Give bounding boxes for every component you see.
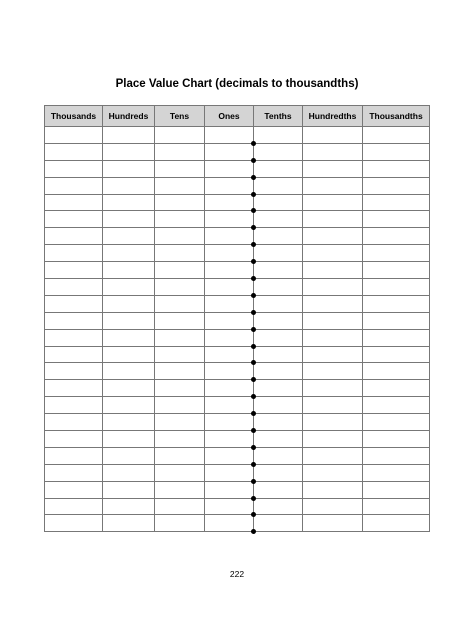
table-row <box>45 312 430 329</box>
blank-cell <box>363 295 430 312</box>
table-row <box>45 464 430 481</box>
blank-cell <box>363 397 430 414</box>
blank-cell <box>45 194 103 211</box>
blank-cell <box>205 498 254 515</box>
blank-cell <box>205 431 254 448</box>
blank-cell <box>303 380 363 397</box>
blank-cell <box>254 194 303 211</box>
decimal-point-dot <box>251 141 256 146</box>
blank-cell <box>303 295 363 312</box>
blank-cell <box>363 414 430 431</box>
decimal-point-dot <box>251 428 256 433</box>
decimal-point-dot <box>251 175 256 180</box>
blank-cell <box>45 380 103 397</box>
blank-cell <box>254 211 303 228</box>
blank-cell <box>254 346 303 363</box>
blank-cell <box>303 279 363 296</box>
table-row <box>45 397 430 414</box>
blank-cell <box>254 279 303 296</box>
blank-cell <box>45 262 103 279</box>
blank-cell <box>103 160 155 177</box>
column-header-tenths: Tenths <box>254 106 303 127</box>
blank-cell <box>155 160 205 177</box>
decimal-point-dot <box>251 344 256 349</box>
table-row <box>45 447 430 464</box>
blank-cell <box>155 447 205 464</box>
blank-cell <box>303 363 363 380</box>
decimal-point-dot <box>251 158 256 163</box>
blank-cell <box>155 177 205 194</box>
column-header-hundredths: Hundredths <box>303 106 363 127</box>
blank-cell <box>303 447 363 464</box>
table-row <box>45 414 430 431</box>
blank-cell <box>205 228 254 245</box>
table-row <box>45 211 430 228</box>
blank-cell <box>303 515 363 532</box>
blank-cell <box>363 329 430 346</box>
blank-cell <box>155 211 205 228</box>
blank-cell <box>303 481 363 498</box>
blank-cell <box>45 346 103 363</box>
blank-cell <box>45 329 103 346</box>
blank-cell <box>363 498 430 515</box>
blank-cell <box>363 464 430 481</box>
blank-cell <box>155 295 205 312</box>
blank-cell <box>254 127 303 144</box>
place-value-table <box>44 105 430 532</box>
blank-cell <box>103 228 155 245</box>
table-row <box>45 363 430 380</box>
decimal-point-dot <box>251 445 256 450</box>
blank-cell <box>103 363 155 380</box>
blank-cell <box>103 431 155 448</box>
blank-cell <box>363 245 430 262</box>
blank-cell <box>103 414 155 431</box>
blank-cell <box>205 447 254 464</box>
blank-cell <box>103 481 155 498</box>
blank-cell <box>205 160 254 177</box>
blank-cell <box>303 431 363 448</box>
decimal-point-dot <box>251 293 256 298</box>
blank-cell <box>45 312 103 329</box>
column-header-tens: Tens <box>155 106 205 127</box>
blank-cell <box>363 346 430 363</box>
table-row <box>45 431 430 448</box>
blank-cell <box>254 515 303 532</box>
table-row <box>45 346 430 363</box>
decimal-point-dot <box>251 462 256 467</box>
blank-cell <box>205 143 254 160</box>
blank-cell <box>205 245 254 262</box>
blank-cell <box>363 481 430 498</box>
blank-cell <box>155 245 205 262</box>
blank-cell <box>45 481 103 498</box>
blank-cell <box>254 329 303 346</box>
blank-cell <box>103 515 155 532</box>
blank-cell <box>205 177 254 194</box>
blank-cell <box>155 397 205 414</box>
blank-cell <box>303 143 363 160</box>
blank-cell <box>155 481 205 498</box>
blank-cell <box>45 160 103 177</box>
blank-cell <box>103 177 155 194</box>
column-header-thousands: Thousands <box>45 106 103 127</box>
blank-cell <box>205 262 254 279</box>
blank-cell <box>254 143 303 160</box>
blank-cell <box>205 464 254 481</box>
table-body <box>45 127 430 532</box>
blank-cell <box>155 312 205 329</box>
decimal-point-dot <box>251 276 256 281</box>
blank-cell <box>303 346 363 363</box>
blank-cell <box>205 515 254 532</box>
blank-cell <box>254 397 303 414</box>
table-row <box>45 245 430 262</box>
blank-cell <box>45 143 103 160</box>
blank-cell <box>363 447 430 464</box>
blank-cell <box>45 245 103 262</box>
blank-cell <box>45 177 103 194</box>
blank-cell <box>155 279 205 296</box>
blank-cell <box>45 414 103 431</box>
blank-cell <box>155 515 205 532</box>
blank-cell <box>205 329 254 346</box>
blank-cell <box>45 127 103 144</box>
blank-cell <box>303 414 363 431</box>
blank-cell <box>254 295 303 312</box>
decimal-point-dot <box>251 192 256 197</box>
blank-cell <box>254 414 303 431</box>
blank-cell <box>103 279 155 296</box>
blank-cell <box>303 177 363 194</box>
table-row <box>45 295 430 312</box>
blank-cell <box>103 346 155 363</box>
page-number: 222 <box>229 569 245 579</box>
blank-cell <box>45 447 103 464</box>
blank-cell <box>363 363 430 380</box>
blank-cell <box>363 143 430 160</box>
blank-cell <box>103 194 155 211</box>
blank-cell <box>155 262 205 279</box>
blank-cell <box>363 312 430 329</box>
table-row <box>45 143 430 160</box>
blank-cell <box>205 397 254 414</box>
blank-cell <box>254 160 303 177</box>
blank-cell <box>155 143 205 160</box>
blank-cell <box>155 431 205 448</box>
blank-cell <box>103 211 155 228</box>
blank-cell <box>205 346 254 363</box>
blank-cell <box>205 414 254 431</box>
blank-cell <box>205 363 254 380</box>
table-row <box>45 498 430 515</box>
table-row <box>45 194 430 211</box>
blank-cell <box>363 127 430 144</box>
blank-cell <box>155 346 205 363</box>
blank-cell <box>205 279 254 296</box>
column-header-ones: Ones <box>205 106 254 127</box>
blank-cell <box>254 431 303 448</box>
blank-cell <box>303 498 363 515</box>
blank-cell <box>155 464 205 481</box>
blank-cell <box>155 127 205 144</box>
column-header-hundreds: Hundreds <box>103 106 155 127</box>
blank-cell <box>45 279 103 296</box>
blank-cell <box>254 380 303 397</box>
blank-cell <box>254 177 303 194</box>
blank-cell <box>205 380 254 397</box>
blank-cell <box>155 228 205 245</box>
blank-cell <box>363 279 430 296</box>
blank-cell <box>103 127 155 144</box>
decimal-point-dot <box>251 496 256 501</box>
blank-cell <box>363 160 430 177</box>
table-row <box>45 481 430 498</box>
blank-cell <box>155 363 205 380</box>
blank-cell <box>363 177 430 194</box>
blank-cell <box>363 211 430 228</box>
blank-cell <box>103 295 155 312</box>
blank-cell <box>155 498 205 515</box>
decimal-point-dot <box>251 479 256 484</box>
blank-cell <box>363 194 430 211</box>
blank-cell <box>103 447 155 464</box>
blank-cell <box>303 160 363 177</box>
blank-cell <box>45 295 103 312</box>
blank-cell <box>205 481 254 498</box>
table-row <box>45 279 430 296</box>
blank-cell <box>155 380 205 397</box>
blank-cell <box>103 464 155 481</box>
blank-cell <box>363 431 430 448</box>
blank-cell <box>303 397 363 414</box>
blank-cell <box>254 498 303 515</box>
table-row <box>45 515 430 532</box>
column-header-thousandths: Thousandths <box>363 106 430 127</box>
blank-cell <box>303 228 363 245</box>
blank-cell <box>254 447 303 464</box>
blank-cell <box>103 329 155 346</box>
blank-cell <box>205 295 254 312</box>
table-row <box>45 329 430 346</box>
blank-cell <box>254 262 303 279</box>
blank-cell <box>45 498 103 515</box>
blank-cell <box>45 228 103 245</box>
decimal-point-dot <box>251 310 256 315</box>
header-row <box>45 106 430 127</box>
blank-cell <box>303 127 363 144</box>
blank-cell <box>254 312 303 329</box>
blank-cell <box>363 262 430 279</box>
blank-cell <box>45 431 103 448</box>
blank-cell <box>155 414 205 431</box>
blank-cell <box>254 481 303 498</box>
blank-cell <box>254 363 303 380</box>
blank-cell <box>205 127 254 144</box>
page-title: Place Value Chart (decimals to thousandths) <box>115 78 359 90</box>
blank-cell <box>254 464 303 481</box>
blank-cell <box>45 397 103 414</box>
blank-cell <box>254 245 303 262</box>
blank-cell <box>205 194 254 211</box>
blank-cell <box>103 143 155 160</box>
blank-cell <box>363 515 430 532</box>
blank-cell <box>303 464 363 481</box>
table-row <box>45 380 430 397</box>
blank-cell <box>363 228 430 245</box>
blank-cell <box>303 194 363 211</box>
blank-cell <box>103 498 155 515</box>
blank-cell <box>45 464 103 481</box>
table-row <box>45 228 430 245</box>
blank-cell <box>303 211 363 228</box>
blank-cell <box>103 380 155 397</box>
table-row <box>45 177 430 194</box>
blank-cell <box>103 312 155 329</box>
blank-cell <box>45 363 103 380</box>
blank-cell <box>303 245 363 262</box>
decimal-point-dot <box>251 529 256 534</box>
table-row <box>45 262 430 279</box>
blank-cell <box>254 228 303 245</box>
table-row <box>45 127 430 144</box>
blank-cell <box>103 397 155 414</box>
blank-cell <box>303 262 363 279</box>
blank-cell <box>303 312 363 329</box>
blank-cell <box>205 211 254 228</box>
blank-cell <box>45 515 103 532</box>
blank-cell <box>205 312 254 329</box>
blank-cell <box>103 262 155 279</box>
decimal-point-dot <box>251 327 256 332</box>
blank-cell <box>363 380 430 397</box>
blank-cell <box>45 211 103 228</box>
blank-cell <box>155 194 205 211</box>
blank-cell <box>103 245 155 262</box>
blank-cell <box>303 329 363 346</box>
blank-cell <box>155 329 205 346</box>
table-row <box>45 160 430 177</box>
